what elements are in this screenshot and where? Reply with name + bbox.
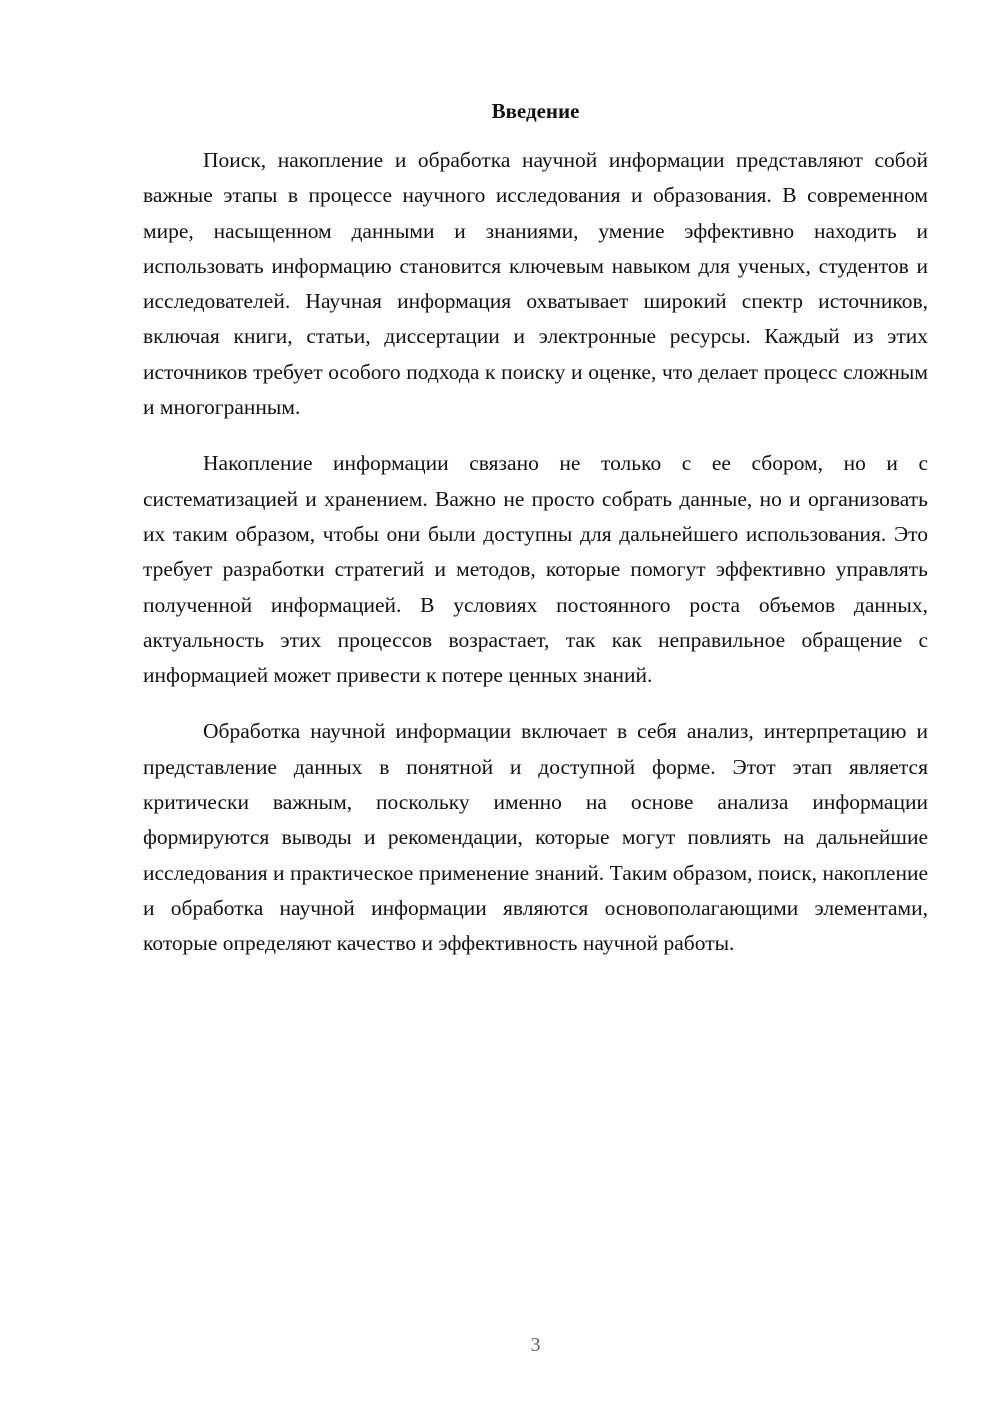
page-number: 3 (530, 1334, 541, 1356)
paragraph-2: Накопление информации связано не только с ее сбором, но и с систематизацией и хранением. Важно не просто собрать данные, но и организовать их таким образом, чтобы они были доступны для дальнейшего использования. Это требует разработки стратегий и методов, которые помогут эффективно управлять полученной информацией. В условиях постоянного роста объемов данных, актуальность этих процессов возрастает, так как неправильное обращение с информацией может привести к потере ценных знаний. (143, 451, 928, 688)
body-text (143, 143, 928, 983)
section-title: Введение (491, 99, 580, 123)
paragraph-1: Поиск, накопление и обработка научной информации представляют собой важные этапы в процессе научного исследования и образования. В современном мире, насыщенном данными и знаниями, умение эффективно находить и использовать информацию становится ключевым навыком для ученых, студентов и исследователей. Научная информация охватывает широкий спектр источников, включая книги, статьи, диссертации и электронные ресурсы. Каждый из этих источников требует особого подхода к поиску и оценке, что делает процесс сложным и многогранным. (143, 148, 928, 420)
paragraph-3: Обработка научной информации включает в себя анализ, интерпретацию и представление данных в понятной и доступной форме. Этот этап является критически важным, поскольку именно на основе анализа информации формируются выводы и рекомендации, которые могут повлиять на дальнейшие исследования и практическое применение знаний. Таким образом, поиск, накопление и обработка научной информации являются основополагающими элементами, которые определяют качество и эффективность научной работы. (143, 719, 928, 956)
